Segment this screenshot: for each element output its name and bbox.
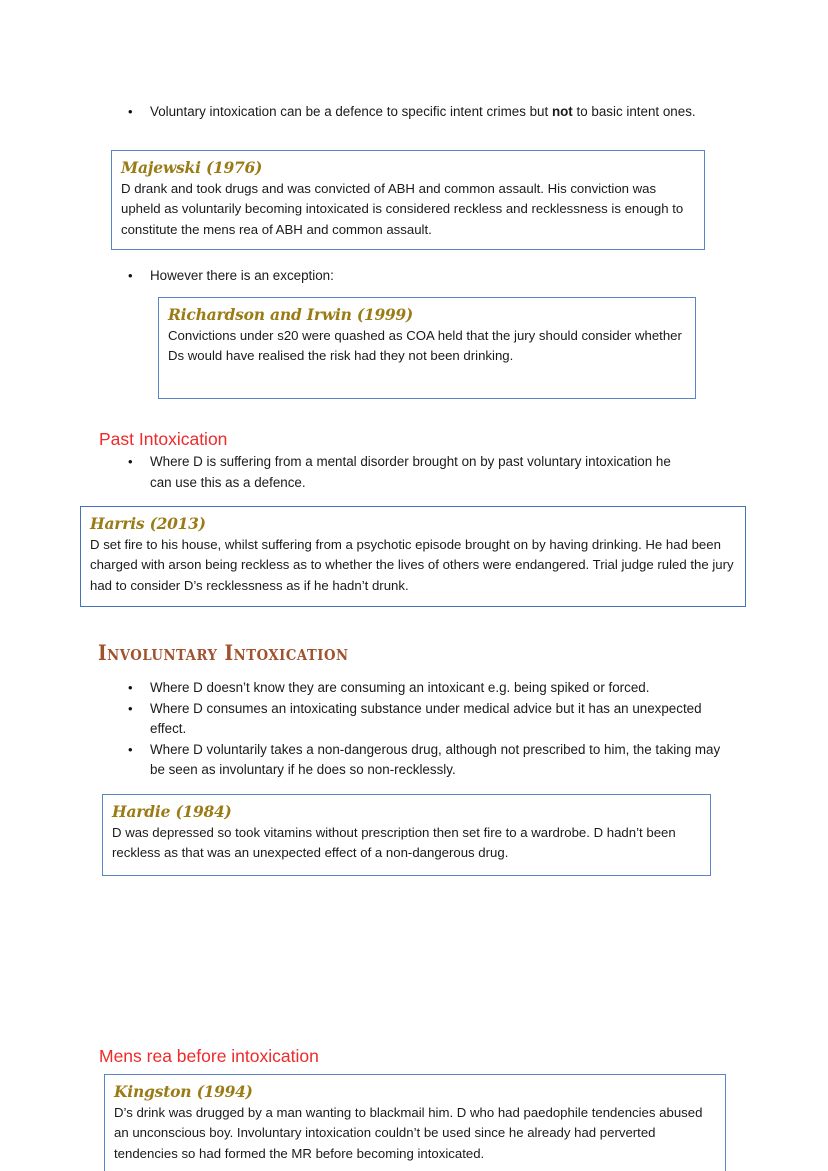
bullet-text-post: to basic intent ones. bbox=[572, 104, 696, 119]
involuntary-intoxication-bullet-list bbox=[128, 678, 728, 781]
case-year: (1999) bbox=[356, 305, 413, 324]
bullet-text-pre: Voluntary intoxication can be a defence to specific intent crimes but bbox=[150, 104, 552, 119]
case-name: Kingston bbox=[114, 1082, 192, 1101]
exception-bullet-list bbox=[128, 266, 688, 287]
bullet-glyph-icon: • bbox=[128, 454, 133, 469]
case-body-majewski: D drank and took drugs and was convicted of ABH and common assault. His conviction was upheld as voluntarily becoming intoxicated is considered reckless and recklessness is enough to constitute the mens rea of ABH and common assault. bbox=[121, 181, 684, 237]
case-box-kingston bbox=[104, 1074, 726, 1171]
case-title-kingston bbox=[114, 1082, 716, 1102]
case-year: (2013) bbox=[149, 514, 206, 533]
case-body-richardson-and-irwin: Convictions under s20 were quashed as COA held that the jury should consider whether Ds would have realised the risk had they not been drinking. bbox=[168, 328, 682, 364]
bullet-text: Where D doesn’t know they are consuming an intoxicant e.g. being spiked or forced. bbox=[150, 680, 650, 695]
case-title-richardson-and-irwin bbox=[168, 305, 686, 325]
case-box-richardson-and-irwin bbox=[158, 297, 696, 399]
bullet-glyph-icon: • bbox=[128, 741, 133, 757]
bullet-text: Where D consumes an intoxicating substance under medical advice but it has an unexpected effect. bbox=[150, 700, 702, 737]
case-year: (1984) bbox=[175, 802, 232, 821]
bullet-text: However there is an exception: bbox=[150, 268, 334, 283]
case-body-hardie: D was depressed so took vitamins without prescription then set fire to a wardrobe. D hadn’t been reckless as that was an unexpected effect of a non-dangerous drug. bbox=[112, 825, 676, 861]
case-name: Richardson and Irwin bbox=[168, 305, 352, 324]
case-title-hardie bbox=[112, 802, 701, 822]
bullet-glyph-icon: • bbox=[128, 268, 133, 283]
past-intoxication-bullet-list bbox=[128, 452, 688, 493]
list-item bbox=[128, 740, 728, 781]
list-item bbox=[128, 102, 708, 123]
heading-involuntary-intoxication: Involuntary Intoxication bbox=[98, 640, 349, 665]
bullet-text: Where D is suffering from a mental disorder brought on by past voluntary intoxication he can use this as a defence. bbox=[150, 454, 671, 490]
list-item bbox=[128, 678, 728, 699]
bullet-text: Where D voluntarily takes a non-dangerous drug, although not prescribed to him, the taking may be seen as involuntary if he does so non-recklessly. bbox=[150, 741, 721, 778]
heading-past-intoxication: Past Intoxication bbox=[99, 429, 228, 449]
case-title-harris bbox=[90, 514, 736, 534]
case-name: Hardie bbox=[112, 802, 171, 821]
case-box-hardie bbox=[102, 794, 711, 876]
bullet-text-bold: not bbox=[551, 104, 573, 119]
case-title-majewski bbox=[121, 158, 695, 178]
list-item bbox=[128, 452, 688, 493]
case-box-harris bbox=[80, 506, 746, 607]
case-body-kingston: D’s drink was drugged by a man wanting to blackmail him. D who had paedophile tendencies abused an unconscious boy. Involuntary intoxication couldn’t be used since he already had perverted tendencies so had formed the MR before becoming intoxicated. bbox=[114, 1105, 703, 1161]
list-item bbox=[128, 266, 688, 287]
case-body-harris: D set fire to his house, whilst suffering from a psychotic episode brought on by having drinking. He had been charged with arson being reckless as to whether the lives of others were endangered. Trial judge ruled the jury had to consider D’s recklessness as if he hadn’t drunk. bbox=[90, 537, 734, 593]
case-box-majewski bbox=[111, 150, 705, 250]
voluntary-intoxication-bullet-list bbox=[128, 102, 708, 123]
bullet-glyph-icon: • bbox=[128, 104, 133, 119]
heading-mens-rea-before-intoxication: Mens rea before intoxication bbox=[99, 1046, 319, 1066]
case-name: Harris bbox=[90, 514, 145, 533]
case-name: Majewski bbox=[121, 158, 201, 177]
case-year: (1994) bbox=[196, 1082, 253, 1101]
bullet-glyph-icon: • bbox=[128, 680, 133, 695]
bullet-glyph-icon: • bbox=[128, 700, 133, 716]
case-year: (1976) bbox=[205, 158, 262, 177]
list-item bbox=[128, 699, 728, 740]
